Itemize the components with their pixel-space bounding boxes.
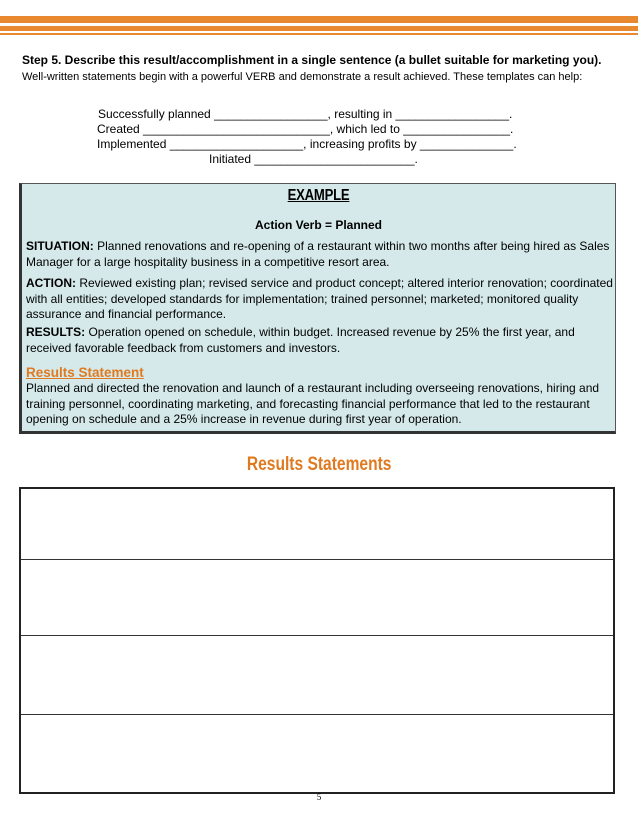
page-number: 5 (316, 792, 322, 802)
action-text: Reviewed existing plan; revised service and product concept; altered interior renovation; coordinated with all entities; developed standards for implementation; trained personnel; marketed; monitored quality assurance and financial performance. (26, 276, 613, 321)
example-results (26, 325, 614, 356)
template-line-1: Successfully planned _________________, resulting in _________________. (98, 107, 513, 121)
example-action (26, 276, 614, 323)
example-action-verb: Action Verb = Planned (254, 218, 383, 232)
action-label: ACTION: (26, 276, 76, 290)
step-description: Well-written statements begin with a powerful VERB and demonstrate a result achieved. These templates can help: (22, 71, 583, 83)
situation-label: SITUATION: (26, 239, 94, 253)
template-line-3: Implemented ____________________, increasing profits by ______________. (97, 137, 517, 151)
results-statement-label: Results Statement (26, 365, 144, 380)
header-band-top (0, 16, 638, 23)
results-label: RESULTS: (26, 325, 86, 339)
results-text: Operation opened on schedule, within budget. Increased revenue by 25% the first year, and received favorable feedback from customers and investors. (26, 325, 575, 355)
example-title: EXAMPLE (287, 187, 350, 204)
results-statement-field-4[interactable] (21, 714, 613, 792)
header-band-middle (0, 26, 638, 31)
template-line-4: Initiated ________________________. (209, 152, 418, 166)
results-statements-table (19, 487, 615, 794)
results-statement-field-1[interactable] (21, 489, 613, 560)
results-statements-heading-text: Results Statements (246, 454, 392, 475)
example-box (19, 183, 616, 434)
step-heading: Step 5. Describe this result/accomplishment in a single sentence (a bullet suitable for marketing you). (22, 53, 602, 67)
results-statement-field-3[interactable] (21, 635, 613, 715)
header-band-bottom (0, 33, 638, 35)
results-statement-text: Planned and directed the renovation and launch of a restaurant including overseeing renovations, hiring and training personnel, coordinating marketing, and forecasting financial performance that led to the restaurant opening on schedule and a 25% increase in revenue during first year of operation. (26, 381, 600, 426)
situation-text: Planned renovations and re-opening of a restaurant within two months after being hired as Sales Manager for a large hospitality business in a competitive resort area. (26, 239, 610, 269)
step-instructions (22, 53, 620, 85)
results-statement-field-2[interactable] (21, 559, 613, 636)
example-situation (26, 239, 614, 270)
template-line-2: Created ____________________________, which led to ________________. (97, 122, 514, 136)
results-statements-heading (0, 454, 638, 476)
